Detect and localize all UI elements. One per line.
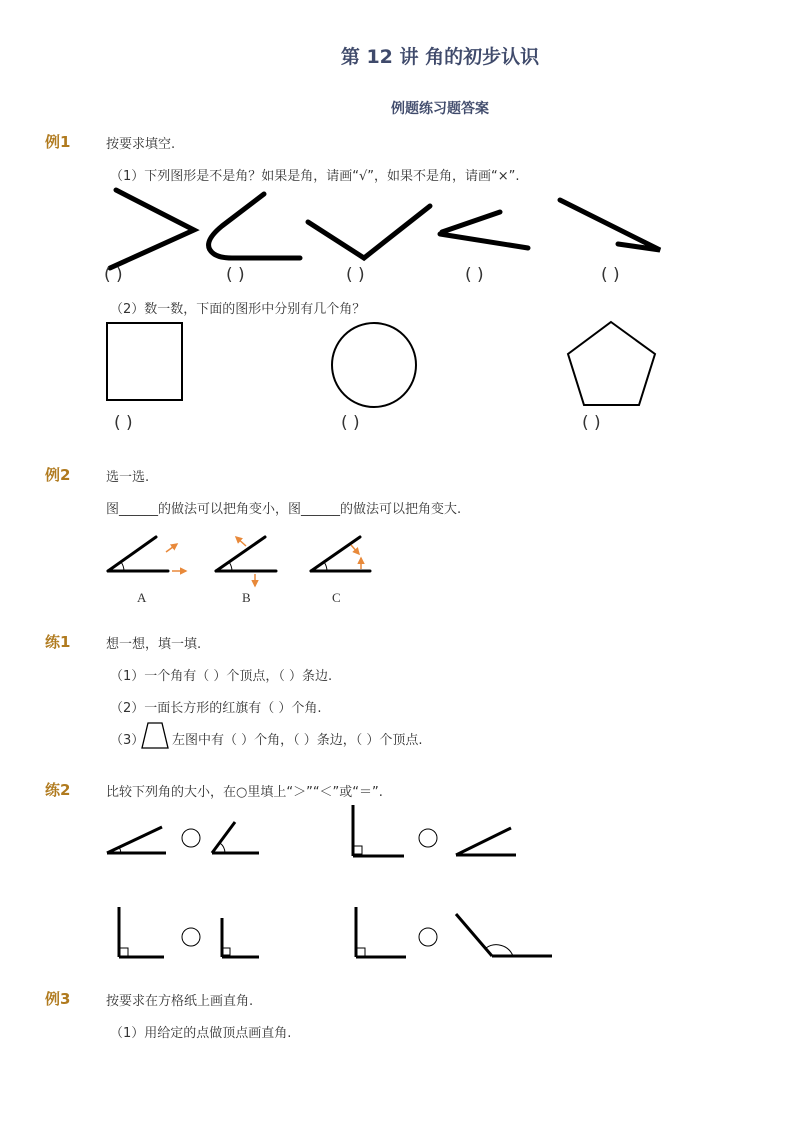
figure-label-a: A xyxy=(137,590,147,605)
example-3-prompt: 按要求在方格纸上画直角. xyxy=(106,994,254,1009)
compare-angle-2a xyxy=(353,805,404,856)
compare-angle-3b xyxy=(222,918,259,957)
answer-blank-4[interactable]: ( ) xyxy=(465,265,484,285)
example-2-question: 图______的做法可以把角变小，图______的做法可以把角变大. xyxy=(106,502,462,517)
answer-blank-circle[interactable]: ( ) xyxy=(341,413,360,433)
practice-1-q3-number: （3） xyxy=(110,733,145,748)
answer-blank-square[interactable]: ( ) xyxy=(114,413,133,433)
practice-1-q3: 左图中有（ ）个角，（ ）条边，（ ）个顶点. xyxy=(172,733,423,748)
page-title: 第 12 讲 角的初步认识 xyxy=(340,46,540,68)
practice-2-prompt: 比较下列角的大小，在○里填上“＞”“＜”或“＝”. xyxy=(106,785,383,800)
page-subtitle: 例题练习题答案 xyxy=(391,101,489,117)
compare-circle-1 xyxy=(182,829,200,847)
compare-angle-4b xyxy=(456,914,552,956)
example-2-prompt: 选一选. xyxy=(106,470,150,485)
example-1-q2: （2）数一数，下面的图形中分别有几个角？ xyxy=(110,302,366,317)
compare-angle-1a xyxy=(107,827,166,853)
example-1-q1: （1）下列图形是不是角？如果是角，请画“√”，如果不是角，请画“×”. xyxy=(110,169,520,184)
practice-1-q2: （2）一面长方形的红旗有（ ）个角. xyxy=(110,701,322,716)
answer-blank-1[interactable]: ( ) xyxy=(104,265,123,285)
example-2-tag: 例2 xyxy=(45,466,71,484)
practice-1-tag: 练1 xyxy=(45,633,71,651)
practice-1-prompt: 想一想，填一填. xyxy=(106,637,202,652)
compare-circle-4 xyxy=(419,928,437,946)
answer-blank-3[interactable]: ( ) xyxy=(346,265,365,285)
figure-label-b: B xyxy=(242,590,251,605)
figure-label-c: C xyxy=(332,590,341,605)
answer-blank-2[interactable]: ( ) xyxy=(226,265,245,285)
compare-angle-3a xyxy=(119,907,164,957)
practice-1-q1: （1）一个角有（ ）个顶点，（ ）条边. xyxy=(110,669,333,684)
example-1-prompt: 按要求填空. xyxy=(106,137,176,152)
compare-angle-1b xyxy=(212,822,259,853)
example-1-tag: 例1 xyxy=(45,133,71,151)
compare-circle-3 xyxy=(182,928,200,946)
compare-angle-4a xyxy=(356,907,406,957)
compare-angle-2b xyxy=(456,828,516,855)
answer-blank-pentagon[interactable]: ( ) xyxy=(582,413,601,433)
example-3-tag: 例3 xyxy=(45,990,71,1008)
practice-2-tag: 练2 xyxy=(45,781,71,799)
answer-blank-5[interactable]: ( ) xyxy=(601,265,620,285)
compare-circle-2 xyxy=(419,829,437,847)
example-3-q1: （1）用给定的点做顶点画直角. xyxy=(110,1026,292,1041)
